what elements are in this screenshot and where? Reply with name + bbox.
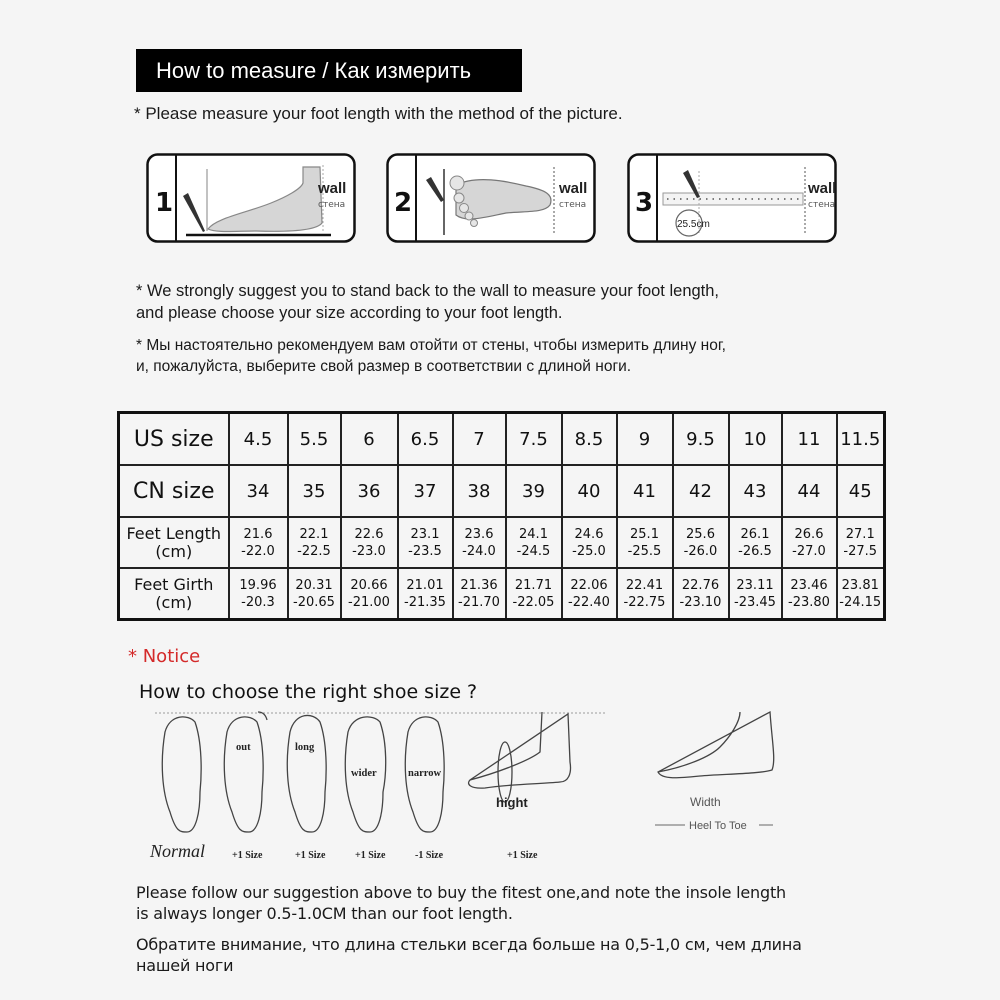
range-start: 23.46 xyxy=(790,577,828,593)
range-end: -25.5 xyxy=(627,543,662,559)
range-start: 21.71 xyxy=(514,577,553,593)
table-cell xyxy=(398,517,453,568)
svg-text:+1 Size: +1 Size xyxy=(355,850,386,861)
range-start: 22.76 xyxy=(681,577,720,593)
ruler-icon xyxy=(627,153,837,243)
feet-outline-icons xyxy=(140,702,860,872)
svg-text:стена: стена xyxy=(808,200,836,210)
range-start: 19.96 xyxy=(239,577,277,593)
range-start: 21.36 xyxy=(460,577,498,593)
range-end: -27.0 xyxy=(792,543,826,559)
range-end: -22.75 xyxy=(623,594,666,610)
svg-text:+1 Size: +1 Size xyxy=(507,850,538,861)
choose-size-heading: How to choose the right shoe size ? xyxy=(139,681,478,703)
range-start: 25.6 xyxy=(686,526,715,542)
range-end: -23.5 xyxy=(408,543,442,559)
range-end: -22.40 xyxy=(568,594,610,610)
table-cell: 6 xyxy=(341,413,398,466)
svg-text:long: long xyxy=(295,742,315,753)
range-start: 26.1 xyxy=(740,526,770,542)
range-end: -24.0 xyxy=(462,543,496,559)
table-cell: 9.5 xyxy=(673,413,729,466)
row-header xyxy=(119,413,229,466)
svg-text:wall: wall xyxy=(559,180,588,197)
svg-text:wall: wall xyxy=(808,180,837,197)
table-cell: 9 xyxy=(617,413,673,466)
range-end: -23.80 xyxy=(788,594,830,610)
range-start: 22.06 xyxy=(570,577,608,593)
range-start: 20.31 xyxy=(295,577,333,593)
table-cell: 41 xyxy=(617,465,673,517)
row-header-label: Feet Girth xyxy=(134,574,214,594)
svg-text:2: 2 xyxy=(394,188,413,218)
row-header-label: US size xyxy=(133,426,214,452)
footer-ru-line-2: нашей ноги xyxy=(136,956,234,975)
svg-text:out: out xyxy=(236,742,251,753)
table-cell xyxy=(617,517,673,568)
svg-text:-1 Size: -1 Size xyxy=(415,850,444,861)
range-start: 23.11 xyxy=(736,577,774,593)
foot-top-view-icon xyxy=(386,153,596,243)
table-cell: 38 xyxy=(453,465,506,517)
range-end: -21.35 xyxy=(404,594,446,610)
table-cell xyxy=(453,517,506,568)
table-cell: 6.5 xyxy=(398,413,453,466)
range-start: 22.1 xyxy=(299,526,329,542)
range-start: 22.41 xyxy=(625,577,664,593)
row-header xyxy=(119,465,229,517)
svg-text:Width: Width xyxy=(690,795,721,809)
table-cell xyxy=(506,517,562,568)
range-end: -24.5 xyxy=(516,543,551,559)
svg-text:25.5cm: 25.5cm xyxy=(677,219,710,230)
table-cell: 4.5 xyxy=(229,413,288,466)
row-header xyxy=(119,568,229,620)
range-start: 27.1 xyxy=(845,526,875,542)
svg-text:narrow: narrow xyxy=(408,768,442,779)
table-cell xyxy=(288,568,341,620)
size-chart-table xyxy=(117,411,886,621)
table-cell: 11.5 xyxy=(837,413,885,466)
table-cell: 42 xyxy=(673,465,729,517)
svg-text:wall: wall xyxy=(318,180,347,197)
table-cell xyxy=(673,517,729,568)
svg-text:hight: hight xyxy=(496,795,528,810)
range-start: 24.6 xyxy=(574,526,604,542)
row-header-unit: (cm) xyxy=(155,541,193,561)
range-end: -23.10 xyxy=(679,594,722,610)
table-cell: 7 xyxy=(453,413,506,466)
range-end: -25.0 xyxy=(572,543,606,559)
section-title: How to measure / Как измерить xyxy=(136,49,522,92)
footer-en-line-2: is always longer 0.5-1.0CM than our foot length. xyxy=(136,904,513,923)
range-start: 22.6 xyxy=(354,526,384,542)
foot-side-view-icon xyxy=(146,153,356,243)
fit-guide-illustrations xyxy=(140,702,860,872)
table-cell: 35 xyxy=(288,465,341,517)
table-cell: 11 xyxy=(782,413,837,466)
table-cell xyxy=(729,568,782,620)
svg-text:стена: стена xyxy=(318,200,346,210)
row-header xyxy=(119,517,229,568)
table-cell xyxy=(341,517,398,568)
range-end: -27.5 xyxy=(843,543,878,559)
range-start: 25.1 xyxy=(630,526,659,542)
table-cell xyxy=(506,568,562,620)
table-cell xyxy=(729,517,782,568)
range-start: 21.6 xyxy=(243,526,273,542)
range-end: -23.0 xyxy=(352,543,386,559)
row-header-label: CN size xyxy=(133,478,215,504)
range-start: 24.1 xyxy=(519,526,548,542)
table-cell: 36 xyxy=(341,465,398,517)
table-cell xyxy=(837,568,885,620)
table-cell: 44 xyxy=(782,465,837,517)
intro-text: * Please measure your foot length with the method of the picture. xyxy=(134,104,623,123)
table-cell xyxy=(288,517,341,568)
table-cell: 37 xyxy=(398,465,453,517)
svg-text:wider: wider xyxy=(351,768,377,779)
table-cell: 7.5 xyxy=(506,413,562,466)
svg-text:Heel To Toe: Heel To Toe xyxy=(689,820,747,832)
advice-ru-line-1: * Мы настоятельно рекомендуем вам отойти от стены, чтобы измерить длину ног, xyxy=(136,337,726,354)
table-cell: 10 xyxy=(729,413,782,466)
step-1-illustration xyxy=(146,153,356,243)
table-cell: 34 xyxy=(229,465,288,517)
table-cell xyxy=(229,568,288,620)
range-end: -21.70 xyxy=(458,594,500,610)
range-end: -22.05 xyxy=(512,594,555,610)
table-cell: 43 xyxy=(729,465,782,517)
range-end: -26.5 xyxy=(738,543,772,559)
table-cell xyxy=(617,568,673,620)
range-start: 26.6 xyxy=(794,526,824,542)
row-header-label: Feet Length xyxy=(126,523,222,543)
table-cell: 8.5 xyxy=(562,413,617,466)
table-cell xyxy=(562,517,617,568)
table-cell xyxy=(562,568,617,620)
table-cell: 40 xyxy=(562,465,617,517)
range-end: -26.0 xyxy=(683,543,718,559)
step-2-illustration xyxy=(386,153,596,243)
svg-text:1: 1 xyxy=(155,188,174,218)
table-cell xyxy=(341,568,398,620)
svg-text:+1 Size: +1 Size xyxy=(232,850,263,861)
advice-ru-line-2: и, пожалуйста, выберите свой размер в соответствии с длиной ноги. xyxy=(136,358,632,375)
table-row xyxy=(119,568,885,620)
footer-en-line-1: Please follow our suggestion above to buy the fitest one,and note the insole length xyxy=(136,883,786,902)
svg-text:Normal: Normal xyxy=(150,841,206,861)
range-end: -24.15 xyxy=(839,594,882,610)
table-cell xyxy=(453,568,506,620)
table-cell xyxy=(837,517,885,568)
footer-ru-line-1: Обратите внимание, что длина стельки всегда больше на 0,5-1,0 см, чем длина xyxy=(136,935,802,954)
range-end: -21.00 xyxy=(348,594,390,610)
advice-en-line-2: and please choose your size according to your foot length. xyxy=(136,304,563,322)
range-end: -23.45 xyxy=(734,594,776,610)
table-cell: 45 xyxy=(837,465,885,517)
range-start: 21.01 xyxy=(406,577,444,593)
table-cell: 39 xyxy=(506,465,562,517)
table-cell: 5.5 xyxy=(288,413,341,466)
range-end: -20.65 xyxy=(293,594,335,610)
range-end: -20.3 xyxy=(241,594,275,610)
table-cell xyxy=(782,568,837,620)
table-cell xyxy=(398,568,453,620)
notice-label: * Notice xyxy=(128,646,201,667)
range-start: 23.81 xyxy=(841,577,879,593)
range-end: -22.5 xyxy=(297,543,331,559)
svg-text:стена: стена xyxy=(559,200,587,210)
row-header-unit: (cm) xyxy=(155,592,193,612)
table-cell xyxy=(673,568,729,620)
table-row xyxy=(119,465,885,517)
svg-text:3: 3 xyxy=(635,188,654,218)
svg-text:+1 Size: +1 Size xyxy=(295,850,326,861)
table-row xyxy=(119,413,885,466)
step-3-illustration xyxy=(627,153,837,243)
table-cell xyxy=(782,517,837,568)
range-start: 20.66 xyxy=(350,577,388,593)
table-cell xyxy=(229,517,288,568)
range-end: -22.0 xyxy=(241,543,275,559)
range-start: 23.6 xyxy=(464,526,494,542)
advice-en-line-1: * We strongly suggest you to stand back to the wall to measure your foot length, xyxy=(136,282,720,300)
table-row xyxy=(119,517,885,568)
range-start: 23.1 xyxy=(410,526,440,542)
